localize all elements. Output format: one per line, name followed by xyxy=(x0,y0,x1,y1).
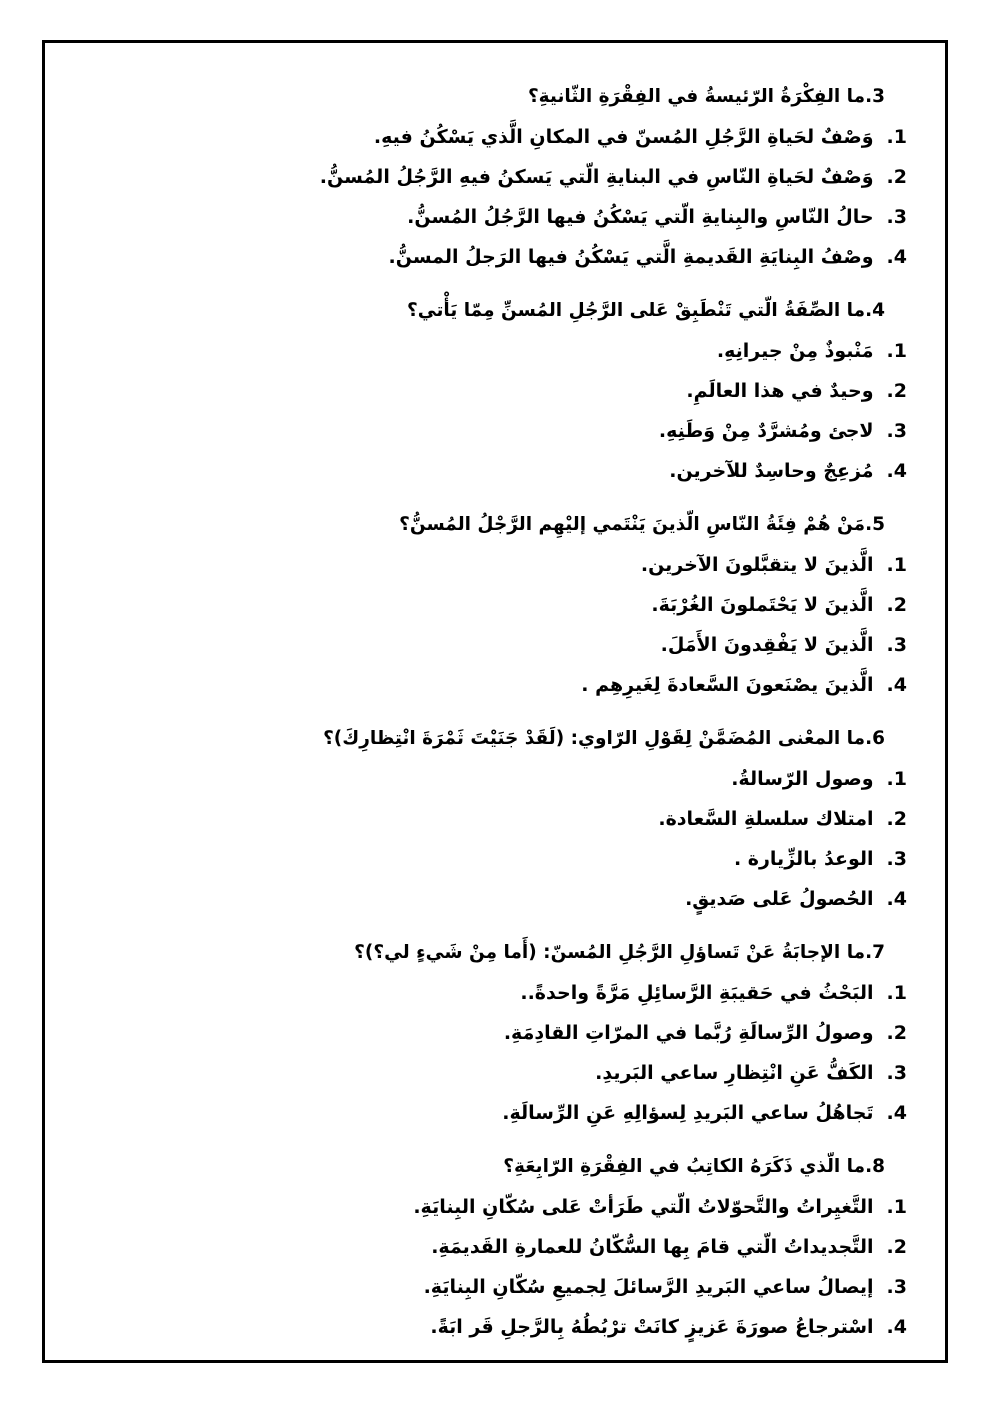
option-number: 2. xyxy=(886,380,907,402)
question-block xyxy=(75,505,907,705)
option-number: 4. xyxy=(886,1316,907,1338)
option-text: الوعدُ بالزِّيارة . xyxy=(733,848,874,870)
option-item xyxy=(75,411,907,451)
option-item xyxy=(75,1093,907,1133)
option-text: الَّذينَ يصْنَعونَ السَّعادةَ لِغَيرِهِم . xyxy=(581,674,874,696)
option-item xyxy=(75,117,907,157)
option-text: وصول الرّسالةُ. xyxy=(731,768,874,790)
option-text: الَّذينَ لا يتقبَّلونَ الآخرين. xyxy=(640,554,874,576)
option-number: 4. xyxy=(886,1102,907,1124)
question-title: ما الإجابَةُ عَنْ تَساؤلِ الرَّجُلِ المُسنّ: (أَما مِنْ شَيءٍ لي؟)؟ xyxy=(354,942,866,963)
option-number: 2. xyxy=(886,1236,907,1258)
question-text xyxy=(75,719,907,759)
option-item xyxy=(75,973,907,1013)
option-number: 4. xyxy=(886,888,907,910)
option-text: حالُ النّاسِ والبِنايةِ الّتي يَسْكُنُ فيها الرَّجُلُ المُسنُّ. xyxy=(407,206,874,228)
option-item xyxy=(75,879,907,919)
option-text: إيصالُ ساعي البَريدِ الرَّسائلَ لِجميعِ سُكّانِ البِنايَةِ. xyxy=(423,1276,874,1298)
option-item xyxy=(75,1227,907,1267)
question-text xyxy=(75,291,907,331)
option-number: 4. xyxy=(886,460,907,482)
option-item xyxy=(75,1013,907,1053)
option-item xyxy=(75,1187,907,1227)
option-text: التَّجديداتُ الّتي قامَ بِها السُّكّانُ للعمارةِ القَديمَةِ. xyxy=(431,1236,874,1258)
option-item xyxy=(75,197,907,237)
option-item xyxy=(75,625,907,665)
option-text: الَّذينَ لا يَحْتَملونَ الغُرْبَةَ. xyxy=(651,594,874,616)
question-block xyxy=(75,719,907,919)
option-item xyxy=(75,799,907,839)
option-text: وصولُ الرِّسالَةِ رُبَّما في المرّاتِ القادِمَةِ. xyxy=(503,1022,874,1044)
question-title: ما الّذي ذَكَرَهُ الكاتِبُ في الفِقْرَةِ الرّابِعَةِ؟ xyxy=(503,1156,866,1177)
option-text: لاجئ ومُشرَّدٌ مِنْ وَطَنِهِ. xyxy=(658,420,874,442)
option-item xyxy=(75,451,907,491)
question-number: 6. xyxy=(865,728,885,749)
question-number: 5. xyxy=(865,514,885,535)
option-item xyxy=(75,371,907,411)
option-number: 1. xyxy=(886,982,907,1004)
option-number: 2. xyxy=(886,1022,907,1044)
option-text: الَّذينَ لا يَفْقِدونَ الأَمَلَ. xyxy=(660,634,874,656)
option-text: الحُصولُ عَلى صَديقٍ. xyxy=(685,888,874,910)
option-text: تَجاهُلُ ساعي البَريدِ لِسؤالِهِ عَنِ الرِّسالَةِ. xyxy=(502,1102,874,1124)
question-block xyxy=(75,291,907,491)
option-number: 2. xyxy=(886,594,907,616)
option-number: 3. xyxy=(886,420,907,442)
question-block xyxy=(75,77,907,277)
option-item xyxy=(75,759,907,799)
question-number: 4. xyxy=(865,300,885,321)
option-text: وَصْفٌ لحَياةِ الرَّجُلِ المُسنّ في المكانِ الَّذي يَسْكُنُ فيهِ. xyxy=(373,126,874,148)
option-item xyxy=(75,545,907,585)
option-text: وَصْفٌ لحَياةِ النّاسِ في البنايةِ الّتي يَسكنُ فيهِ الرَّجُلُ المُسنُّ. xyxy=(319,166,874,188)
question-title: ما المعْنى المُضَمَّنْ لِقَوْلِ الرّاوي: (لَقَدْ جَنَيْتَ ثَمْرَةَ انْتِظارِكَ)؟ xyxy=(323,728,866,749)
option-text: الكَفُّ عَنِ انْتِظارِ ساعي البَريدِ. xyxy=(595,1062,874,1084)
question-text xyxy=(75,505,907,545)
option-text: البَحْثُ في حَقيبَةِ الرَّسائِلِ مَرَّةً واحدةً.. xyxy=(520,982,874,1004)
option-item xyxy=(75,331,907,371)
question-text xyxy=(75,933,907,973)
question-number: 3. xyxy=(865,86,885,107)
question-title: مَنْ هُمْ فِئَةُ النّاسِ الّذينَ يَنْتَمي إليْهِم الرَّجْلُ المُسنُّ؟ xyxy=(399,514,866,535)
question-title: ما الصِّفَةُ الّتي تَنْطَبِقْ عَلى الرَّجُلِ المُسنِّ مِمّا يَأْتي؟ xyxy=(407,300,866,321)
option-number: 3. xyxy=(886,206,907,228)
option-number: 1. xyxy=(886,340,907,362)
option-text: اسْترجاعُ صورَةَ عَزيزٍ كانَتْ ترْبُطُهُ بِالرَّجلِ قَر ابَةً. xyxy=(430,1316,874,1338)
option-item xyxy=(75,665,907,705)
option-item xyxy=(75,839,907,879)
question-number: 7. xyxy=(865,942,885,963)
question-number: 8. xyxy=(865,1156,885,1177)
question-text xyxy=(75,1147,907,1187)
option-item xyxy=(75,1307,907,1347)
option-item xyxy=(75,157,907,197)
option-number: 3. xyxy=(886,1062,907,1084)
option-number: 4. xyxy=(886,246,907,268)
option-item xyxy=(75,237,907,277)
option-text: امتلاك سلسلةِ السَّعادة. xyxy=(658,808,874,830)
option-number: 2. xyxy=(886,166,907,188)
page-border-frame xyxy=(42,40,948,1363)
option-number: 1. xyxy=(886,768,907,790)
option-number: 4. xyxy=(886,674,907,696)
option-item xyxy=(75,585,907,625)
option-number: 2. xyxy=(886,808,907,830)
question-block xyxy=(75,1147,907,1347)
option-text: التَّغيِراتُ والتَّحوّلاتُ الّتي طَرَأتْ عَلى سُكّانِ البِنايَةِ. xyxy=(413,1196,874,1218)
option-number: 3. xyxy=(886,634,907,656)
question-text xyxy=(75,77,907,117)
question-block xyxy=(75,933,907,1133)
option-text: وحيدٌ في هذا العالَمِ. xyxy=(686,380,874,402)
question-title: ما الفِكْرَةُ الرّئيسةُ في الفِقْرَةِ الثّانيةِ؟ xyxy=(527,86,866,107)
option-item xyxy=(75,1053,907,1093)
option-number: 3. xyxy=(886,848,907,870)
option-item xyxy=(75,1267,907,1307)
option-number: 3. xyxy=(886,1276,907,1298)
option-number: 1. xyxy=(886,126,907,148)
option-text: مُزعِجٌ وحاسِدٌ للآخرين. xyxy=(669,460,874,482)
option-number: 1. xyxy=(886,1196,907,1218)
option-text: مَنْبوذٌ مِنْ جيرانِهِ. xyxy=(716,340,874,362)
option-text: وصْفُ البِنايَةِ القَديمةِ الَّتي يَسْكُنُ فيها الرَجلُ المسنُّ. xyxy=(388,246,874,268)
option-number: 1. xyxy=(886,554,907,576)
